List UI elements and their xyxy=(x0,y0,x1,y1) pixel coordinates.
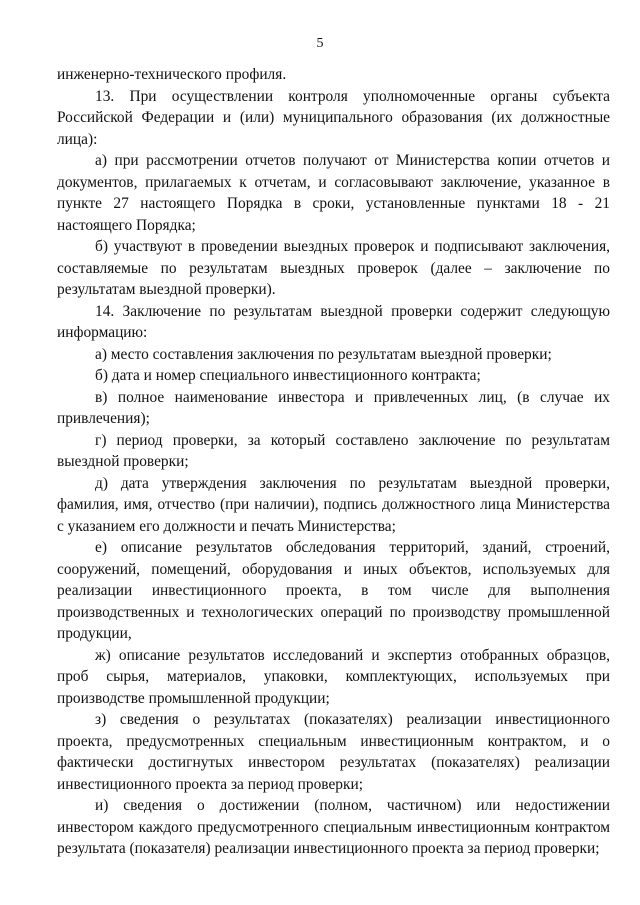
paragraph-item-14: 14. Заключение по результатам выездной проверки содержит следующую информацию: xyxy=(57,302,610,341)
paragraph-item-14-d: д) дата утверждения заключения по результатам выездной проверки, фамилия, имя, отчество (при наличии), подпись должностного лица Министерства с указанием его должности и печать Министерства; xyxy=(57,474,610,535)
paragraph-item-13-b: б) участвуют в проведении выездных проверок и подписывают заключения, составляемые по результатам выездных проверок (далее – заключение по результатам выездной проверки). xyxy=(57,238,610,298)
paragraph-item-14-zh: ж) описание результатов исследований и экспертиз отобранных образцов, проб сырья, материалов, упаковки, комплектующих, используемых при производстве промышленной продукции; xyxy=(57,646,610,707)
paragraph-continuation: инженерно-технического профиля. xyxy=(57,66,287,83)
paragraph-item-14-z: з) сведения о результатах (показателях) реализации инвестиционного проекта, предусмотренных специальным инвестиционным контрактом, и о фактически достигнутых инвестором результатах (показателях) реализации инвестиционного проекта за период проверки; xyxy=(57,711,610,793)
paragraph-item-13-a: а) при рассмотрении отчетов получают от Министерства копии отчетов и документов, прилагаемых к отчетам, и согласовывают заключение, указанное в пункте 27 настоящего Порядка в сроки, установленные пунктами 18 - 21 настоящего Порядка; xyxy=(57,152,610,234)
paragraph-item-14-g: г) период проверки, за который составлено заключение по результатам выездной проверки; xyxy=(57,431,610,470)
page-number: 5 xyxy=(316,36,324,51)
document-body xyxy=(57,64,610,860)
paragraph-item-14-b: б) дата и номер специального инвестиционного контракта; xyxy=(95,367,481,384)
paragraph-item-13: 13. При осуществлении контроля уполномоченные органы субъекта Российской Федерации и (или) муниципального образования (их должностные лица): xyxy=(57,87,610,148)
paragraph-item-14-v: в) полное наименование инвестора и привлеченных лиц, (в случае их привлечения); xyxy=(57,388,610,427)
paragraph-item-14-a: а) место составления заключения по результатам выездной проверки; xyxy=(95,345,552,363)
paragraph-item-14-e: е) описание результатов обследования территорий, зданий, строений, сооружений, помещений, оборудования и иных объектов, используемых для реализации инвестиционного проекта, в том числе для выполнения производственных и технологических операций по производству промышленной продукции, xyxy=(57,539,610,642)
paragraph-item-14-i: и) сведения о достижении (полном, частичном) или недостижении инвестором каждого предусмотренного специальным инвестиционным контрактом результата (показателя) реализации инвестиционного проекта за период проверки; xyxy=(57,797,610,857)
